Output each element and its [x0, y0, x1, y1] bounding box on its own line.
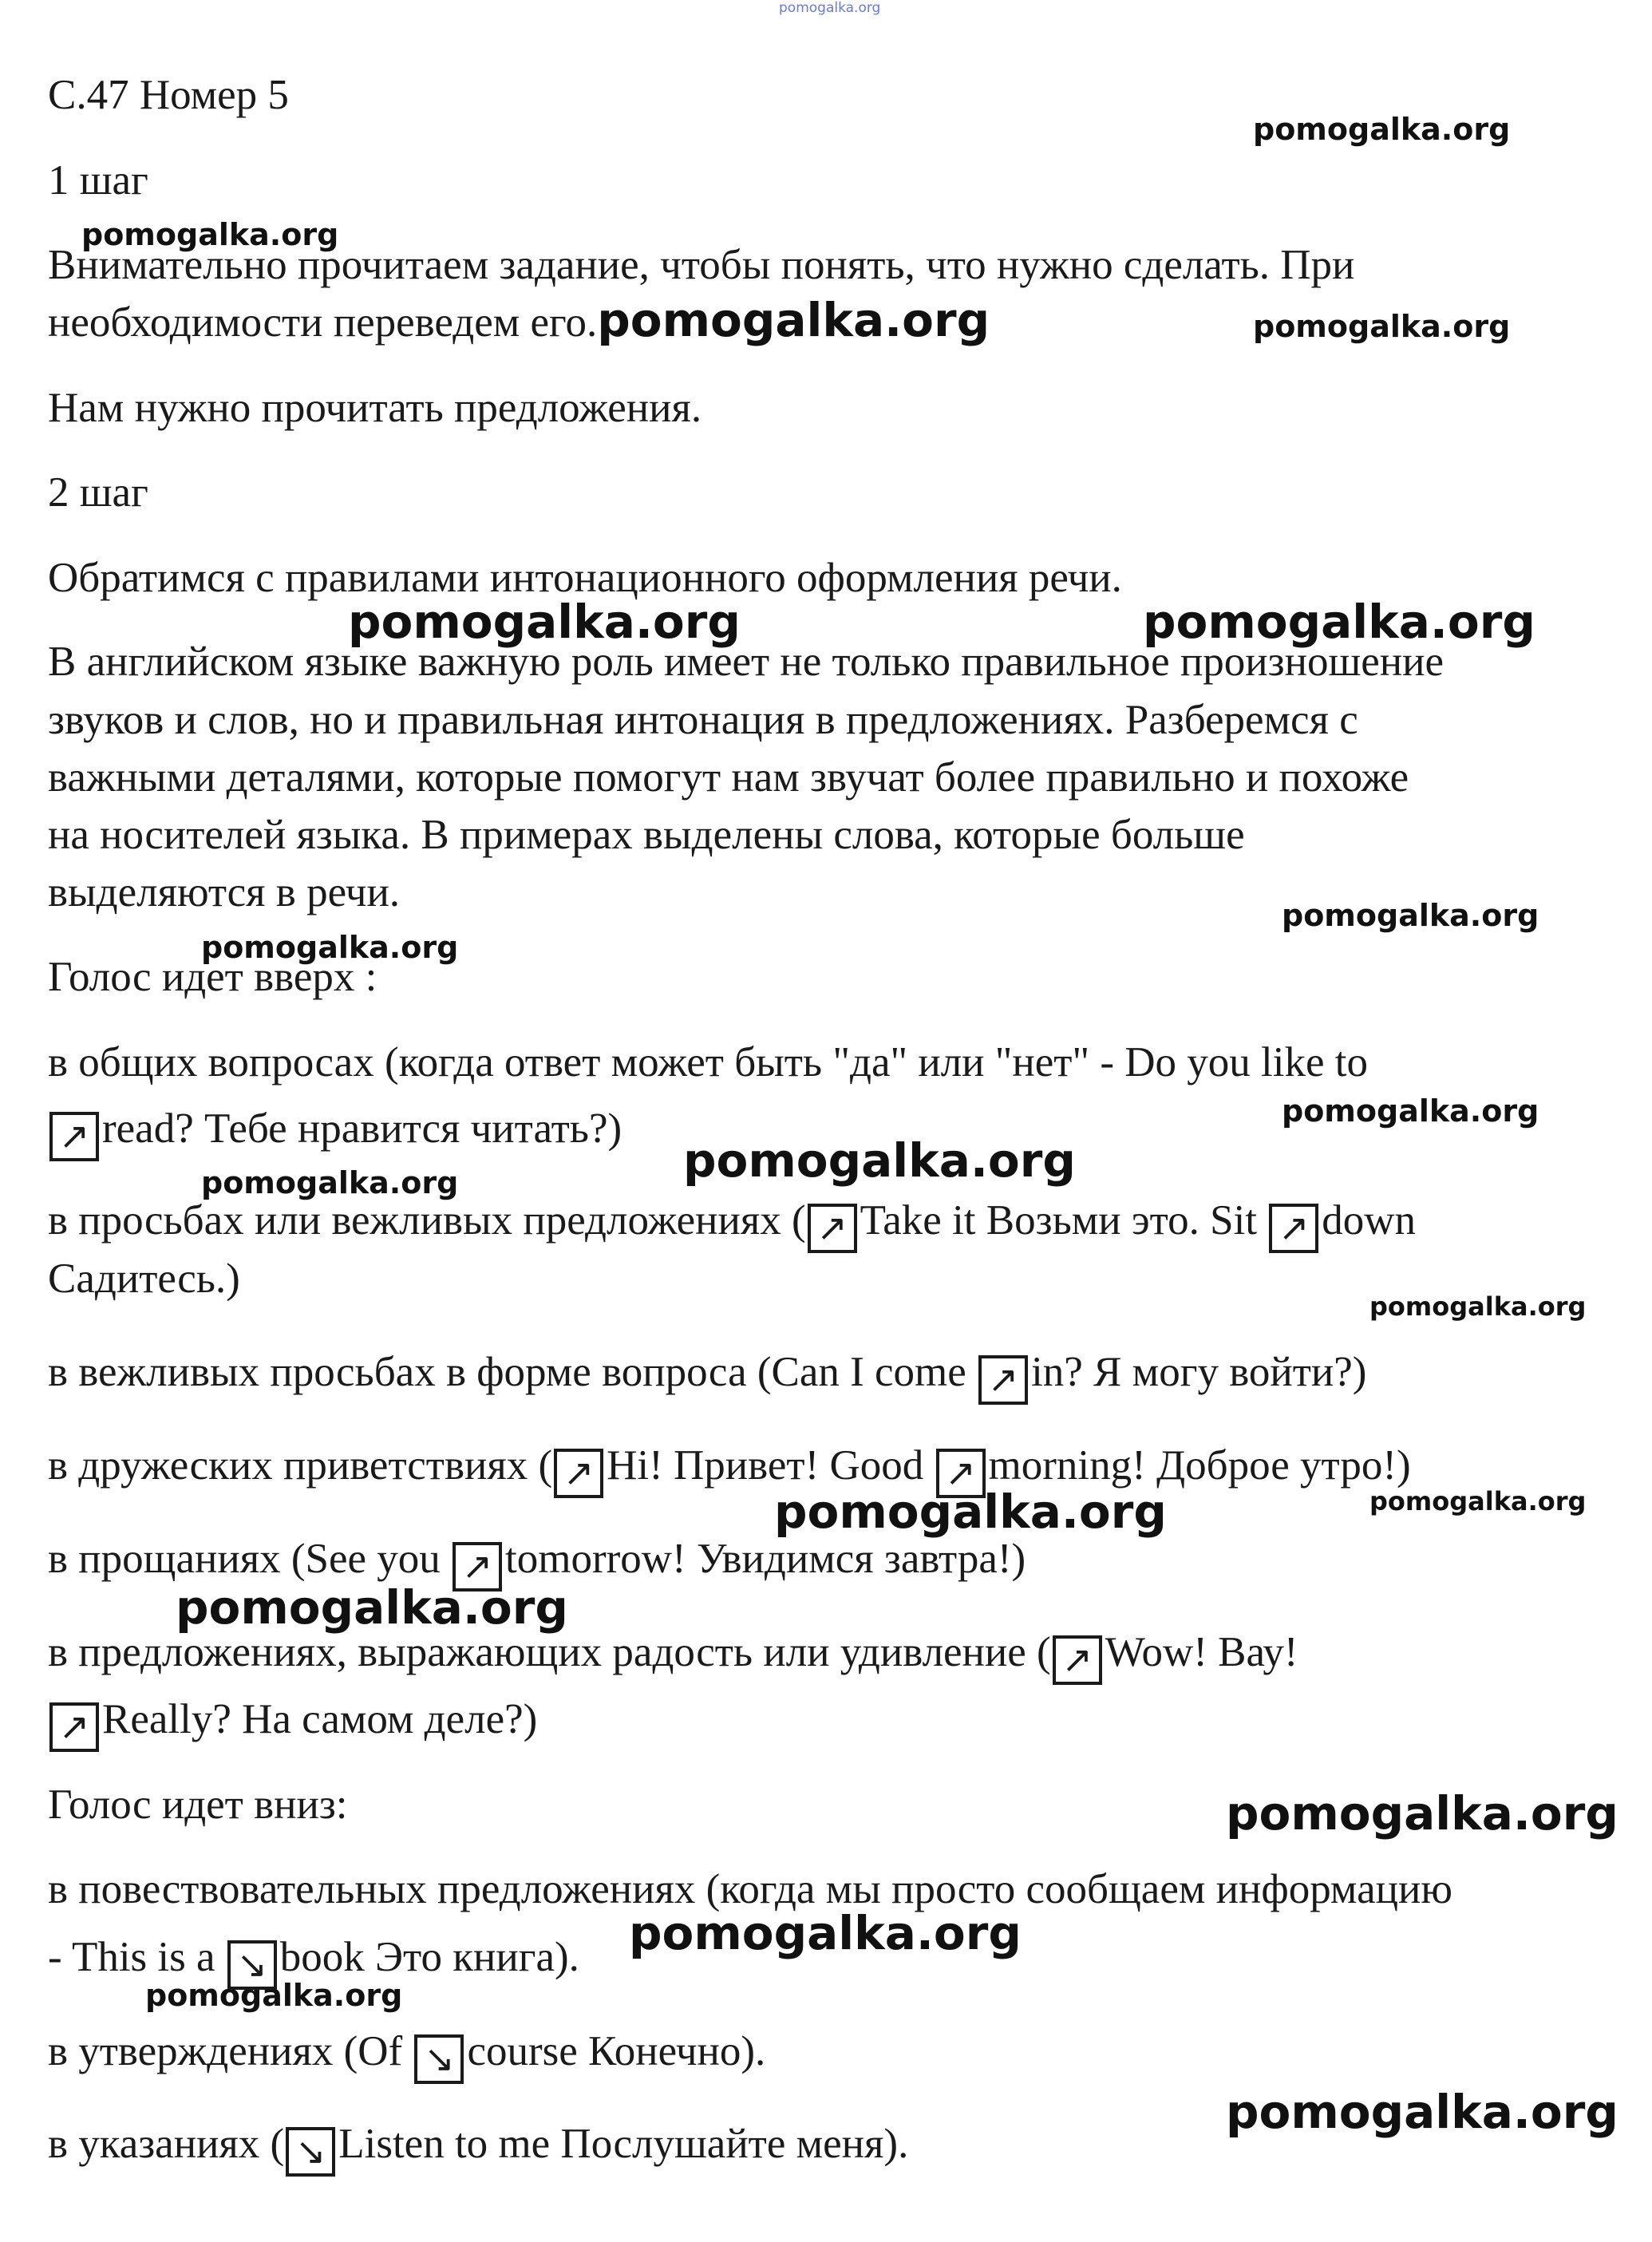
arrow-down-icon: ↘	[286, 2127, 335, 2177]
arrow-up-icon: ↗	[49, 1112, 99, 1161]
step-2-label: 2 шаг	[48, 469, 148, 516]
rule-text: in? Я могу войти?)	[1031, 1349, 1367, 1395]
arrow-up-icon: ↗	[1269, 1204, 1318, 1253]
rule-general-questions: в общих вопросах (когда ответ может быть "да" или "нет" - Do you like to	[48, 1039, 1368, 1085]
rule-text: в утверждениях (Of	[48, 2028, 413, 2074]
arrow-up-icon: ↗	[808, 1204, 857, 1253]
rule-polite-questions	[48, 1343, 1366, 1405]
voice-down-heading: Голос идет вниз:	[48, 1781, 348, 1828]
rule-exclamations	[48, 1623, 1298, 1685]
watermark: pomogalka.org	[176, 1580, 568, 1635]
watermark: pomogalka.org	[1253, 112, 1511, 147]
rule-text: read? Тебе нравится читать?)	[102, 1105, 622, 1152]
page-heading: С.47 Номер 5	[48, 72, 289, 118]
rule-text: - This is a	[48, 1934, 226, 1980]
rule-statements: в повествовательных предложениях (когда мы просто сообщаем информацию	[48, 1866, 1452, 1912]
step-1-text-line	[48, 294, 990, 351]
rule-text: в дружеских приветствиях (	[48, 1442, 553, 1489]
watermark: pomogalka.org	[1282, 898, 1539, 933]
watermark: pomogalka.org	[348, 595, 741, 649]
watermark: pomogalka.org	[81, 217, 339, 252]
arrow-up-icon: ↗	[978, 1355, 1028, 1405]
rule-general-questions-cont	[48, 1100, 622, 1161]
arrow-up-icon: ↗	[1053, 1635, 1102, 1685]
arrow-up-icon: ↗	[49, 1702, 99, 1752]
arrow-down-icon: ↘	[227, 1940, 277, 1990]
voice-up-heading: Голос идет вверх :	[48, 954, 377, 1000]
rule-text: в предложениях, выражающих радость или удивление (	[48, 1629, 1051, 1675]
watermark: pomogalka.org	[597, 293, 990, 347]
rule-text: book Это книга).	[279, 1934, 579, 1980]
rule-text: в просьбах или вежливых предложениях (	[48, 1197, 806, 1244]
rule-text: в прощаниях (See you	[48, 1536, 452, 1582]
rule-text: morning! Доброе утро!)	[988, 1442, 1411, 1489]
rule-exclamations-cont	[48, 1690, 537, 1752]
rule-instructions	[48, 2115, 908, 2177]
rule-requests	[48, 1192, 1416, 1253]
watermark: pomogalka.org	[1226, 1786, 1618, 1841]
paragraph-line: звуков и слов, но и правильная интонация в предложениях. Разберемся с	[48, 697, 1358, 743]
paragraph-line: выделяются в речи.	[48, 869, 401, 915]
paragraph-line: важными деталями, которые помогут нам звучат более правильно и похоже	[48, 754, 1409, 801]
watermark: pomogalka.org	[1226, 2085, 1618, 2139]
watermark: pomogalka.org	[1143, 595, 1535, 649]
rule-text: tomorrow! Увидимся завтра!)	[505, 1536, 1026, 1582]
watermark: pomogalka.org	[629, 1906, 1022, 1960]
rule-requests-cont: Садитесь.)	[48, 1255, 240, 1302]
rule-text: Hi! Привет! Good	[607, 1442, 935, 1489]
rule-text: Really? На самом деле?)	[102, 1696, 538, 1742]
watermark: pomogalka.org	[1253, 309, 1511, 344]
rule-affirmations	[48, 2023, 765, 2084]
arrow-up-icon: ↗	[453, 1542, 502, 1592]
rule-text: Wow! Вау!	[1105, 1629, 1298, 1675]
watermark: pomogalka.org	[145, 1978, 403, 2013]
rule-greetings	[48, 1437, 1411, 1498]
watermark: pomogalka.org	[201, 1165, 459, 1200]
arrow-up-icon: ↗	[554, 1449, 603, 1498]
paragraph-line: на носителей языка. В примерах выделены слова, которые больше	[48, 812, 1245, 858]
rule-text: в вежливых просьбах в форме вопроса (Can I come	[48, 1349, 978, 1395]
watermark: pomogalka.org	[1282, 1093, 1539, 1129]
paragraph-line: В английском языке важную роль имеет не только правильное произношение	[48, 639, 1445, 685]
watermark: pomogalka.org	[201, 930, 459, 965]
step-1-label: 1 шаг	[48, 157, 148, 204]
watermark: pomogalka.org	[1369, 1291, 1587, 1322]
rule-text: down	[1322, 1197, 1417, 1244]
watermark: pomogalka.org	[683, 1133, 1076, 1188]
task-text: Нам нужно прочитать предложения.	[48, 385, 702, 431]
watermark: pomogalka.org	[1369, 1486, 1587, 1516]
step-1-text-tail: необходимости переведем его.	[48, 299, 598, 346]
arrow-down-icon: ↘	[414, 2034, 464, 2084]
rule-farewells	[48, 1530, 1026, 1592]
rule-text: Listen to me Послушайте меня).	[338, 2121, 909, 2167]
step-1-text-line: Внимательно прочитаем задание, чтобы понять, что нужно сделать. При	[48, 242, 1355, 288]
arrow-up-icon: ↗	[936, 1449, 986, 1498]
rule-text: course Конечно).	[467, 2028, 766, 2074]
rules-intro: Обратимся с правилами интонационного оформления речи.	[48, 555, 1122, 601]
rule-text: в указаниях (	[48, 2121, 285, 2167]
rule-text: Take it Возьми это. Sit	[860, 1197, 1268, 1244]
rule-statements-cont	[48, 1928, 579, 1990]
watermark-top: pomogalka.org	[779, 0, 881, 16]
watermark: pomogalka.org	[774, 1485, 1167, 1539]
